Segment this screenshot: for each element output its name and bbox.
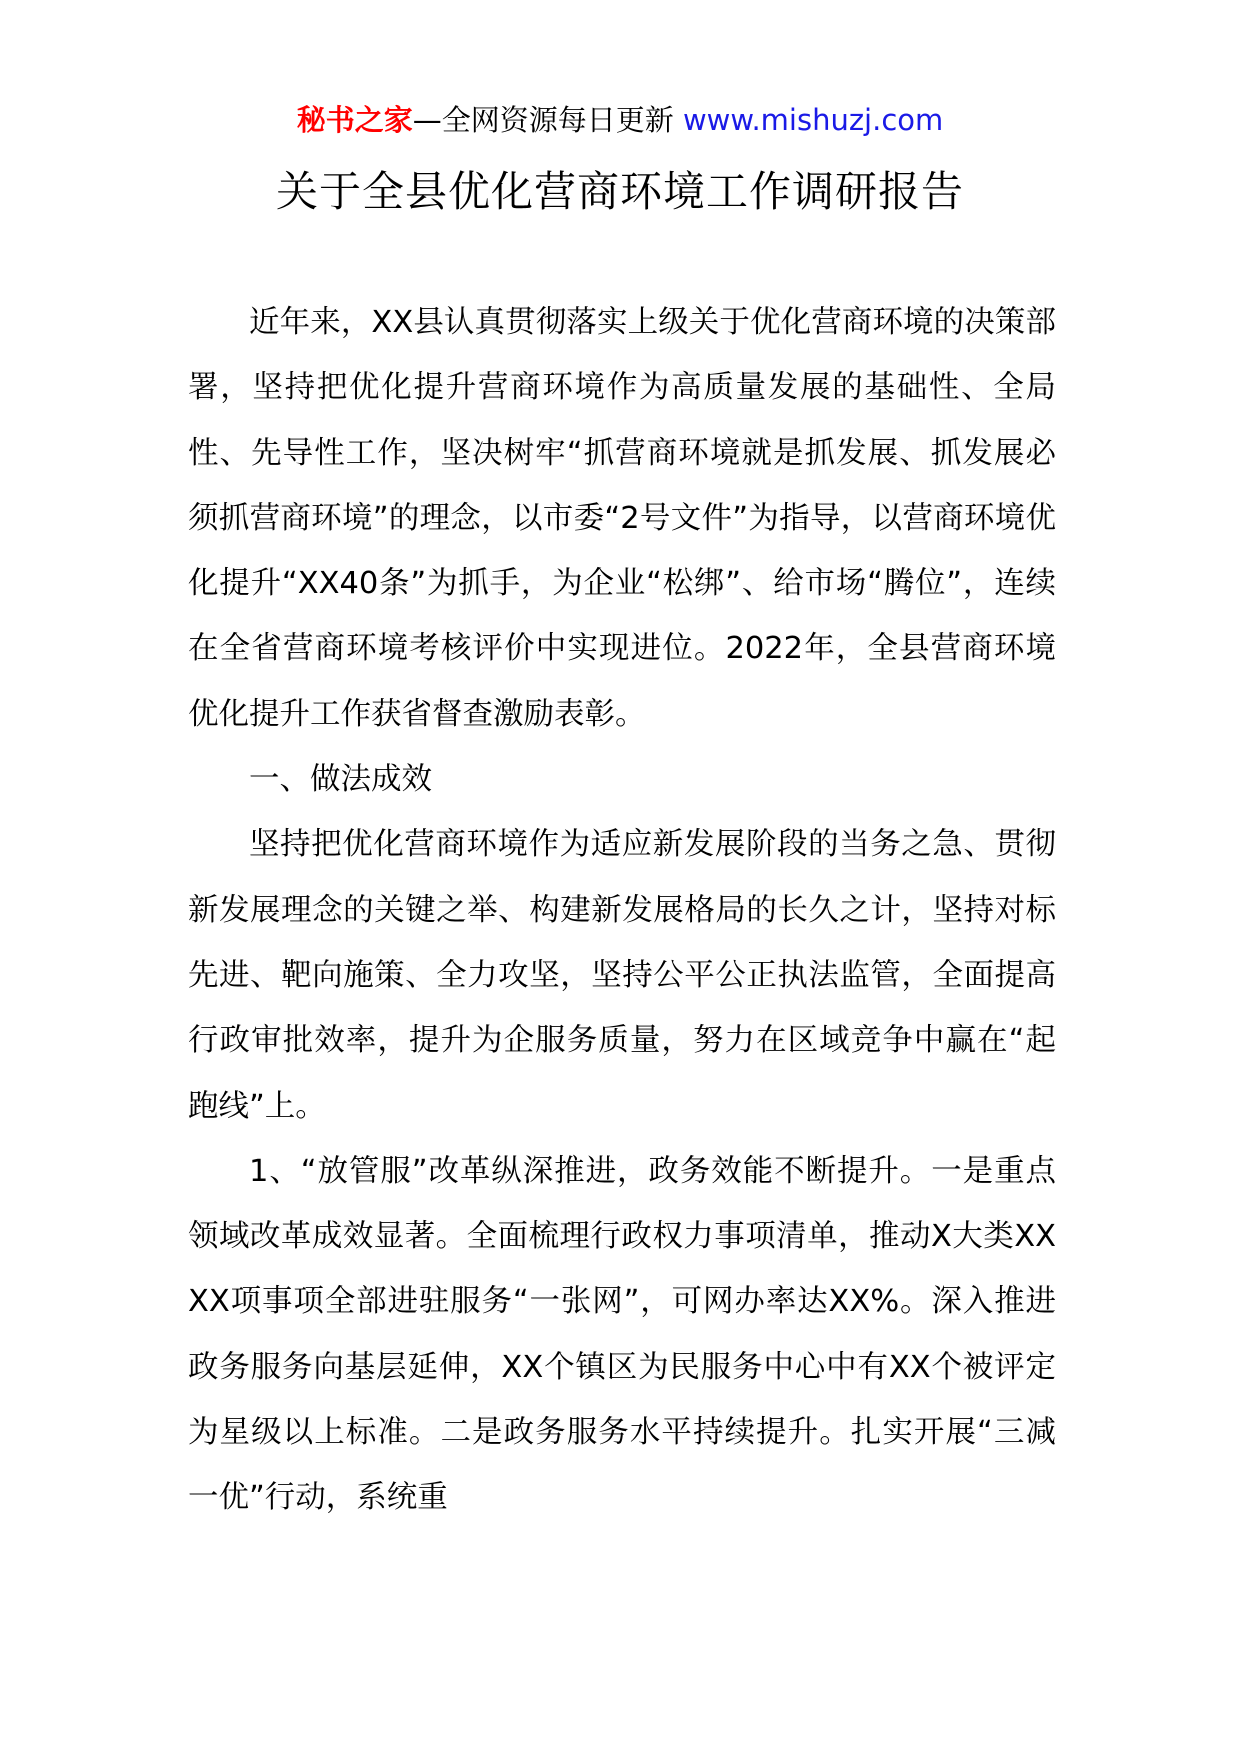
document-body <box>188 290 1056 1531</box>
paragraph-item-1: 1、“放管服”改革纵深推进，政务效能不断提升。一是重点领域改革成效显著。全面梳理行政权力事项清单，推动X大类XXXX项事项全部进驻服务“一张网”，可网办率达XX%。深入推进政务服务向基层延伸，XX个镇区为民服务中心中有XX个被评定为星级以上标准。二是政务服务水平持续提升。扎实开展“三减一优”行动，系统重 <box>188 1153 1056 1516</box>
site-url-link[interactable]: www.mishuzj.com <box>682 103 944 137</box>
site-brand: 秘书之家 <box>296 103 413 137</box>
paragraph-intro: 近年来，XX县认真贯彻落实上级关于优化营商环境的决策部署，坚持把优化提升营商环境作为高质量发展的基础性、全局性、先导性工作，坚决树牢“抓营商环境就是抓发展、抓发展必须抓营商环境”的理念，以市委“2号文件”为指导，以营商环境优化提升“XX40条”为抓手，为企业“松绑”、给市场“腾位”，连续在全省营商环境考核评价中实现进位。2022年，全县营商环境优化提升工作获省督查激励表彰。 <box>188 305 1056 732</box>
site-slogan: —全网资源每日更新 <box>412 103 674 137</box>
document-title: 关于全县优化营商环境工作调研报告 <box>275 167 964 216</box>
paragraph-overview: 坚持把优化营商环境作为适应新发展阶段的当务之急、贯彻新发展理念的关键之举、构建新发展格局的长久之计，坚持对标先进、靶向施策、全力攻坚，坚持公平公正执法监管，全面提高行政审批效率，提升为企服务质量，努力在区域竞争中赢在“起跑线”上。 <box>188 827 1056 1124</box>
section-heading: 一、做法成效 <box>249 762 432 798</box>
site-header <box>0 100 1240 140</box>
